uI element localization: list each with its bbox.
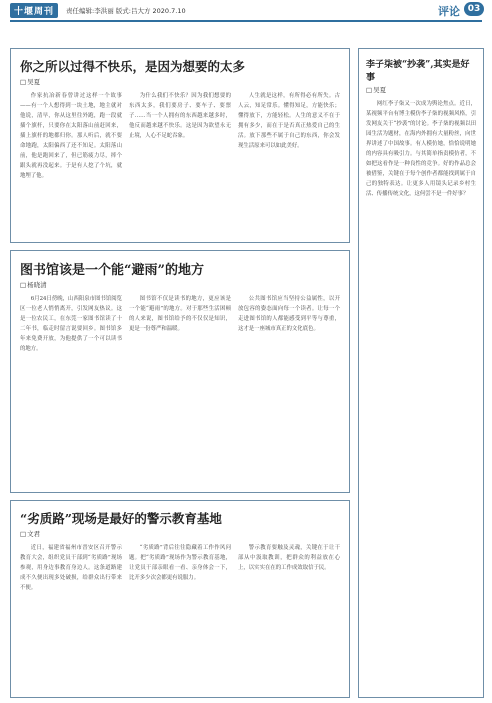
- article-column: 警示教育要触及灵魂，关键在于让干部从中汲取教训，把群众的利益放在心上，以实实在在的工作成效取信于民。: [238, 545, 340, 571]
- article-column: 人生就是这样，有所得必有所失。古人云，知足常乐。懂得知足，方能快乐；懂得放下，方能轻松。人生的意义不在于拥有多少，而在于是否真正热爱自己的生活。放下那些不属于自己的东西，你会发现生活原来可以如此美好。: [238, 93, 340, 149]
- article-byline: □ 吴夏: [20, 77, 340, 86]
- article-title: 你之所以过得不快乐，是因为想要的太多: [20, 59, 246, 74]
- article-byline: □ 吴夏: [366, 85, 476, 94]
- article-column: 公共图书馆应当坚持公益属性，以开放包容的姿态面向每一个读者。让每一个走进图书馆的人都能感受到平等与尊重，这才是一座城市真正的文化底色。: [238, 296, 340, 332]
- article-poor-road: [10, 500, 350, 698]
- article-library: [10, 250, 350, 493]
- masthead-logo: 十堰周刊: [10, 3, 58, 18]
- header-divider: [10, 20, 482, 22]
- article-column: 近日，福建省福州市晋安区召开警示教育大会，组织党员干部到“劣质路”现场参观，用身边事教育身边人。这条道路建成不久便出现多处破损，给群众出行带来不便。: [20, 545, 122, 591]
- article-body: [366, 99, 476, 698]
- article-byline: □ 杨晓清: [20, 280, 340, 289]
- article-title: 李子柒被“抄袭”,其实是好事: [366, 60, 470, 83]
- editor-line: 责任编辑:李洪丽 版式:吕大方 2020.7.10: [66, 7, 186, 15]
- article-column: 为什么我们不快乐？因为我们想要的东西太多，我们要房子、要车子、要票子……当一个人拥有的东西越来越多时，他反而越来越不快乐。这是因为欲望永无止境，人心不足蛇吞象。: [129, 93, 231, 139]
- article-column: 网红李子柒又一次成为舆论焦点。近日，某视频平台有博主模仿李子柒的视频风格，引发网友关于“抄袭”的讨论。李子柒的视频以田园生活为题材，在海内外拥有大量粉丝，向世界讲述了中国故事。有人模仿她，恰恰说明她的内容具有吸引力。与其简单指责模仿者，不如把这看作是一种良性的竞争。好的作品总会被借鉴，关键在于每个创作者都能找到属于自己的独特表达。让更多人用镜头记录乡村生活、传播传统文化，这何尝不是一件好事？: [366, 101, 476, 197]
- article-liziqi: [358, 48, 484, 698]
- article-title: “劣质路”现场是最好的警示教育基地: [20, 511, 222, 526]
- article-column: 6月24日傍晚，山西阳泉市图书馆阅览区一位老人悄悄离开，引发网友热议。这是一位农民工，在东莞一家图书馆读了十二年书，临走时留言说要回乡。图书馆多年来免费开放，为他提供了一个可以读书的地方。: [20, 296, 122, 352]
- article-title: 图书馆该是一个能“避雨”的地方: [20, 263, 204, 278]
- article-body: [20, 91, 340, 241]
- article-column: “劣质路”背后往往隐藏着工作作风问题。把“劣质路”现场作为警示教育基地，让党员干部亲眼看一看、亲身体会一下，比开多少次会都更有说服力。: [129, 545, 231, 581]
- masthead: [10, 4, 186, 17]
- article-column: 作家抗冶新春曾讲过这样一个故事——有一个人想得到一块土地，地主就对他说，清早，你从这里往外跑，跑一段就插个旗杆，只要你在太阳落山前赶回来，插上旗杆的地都归你。那人听后，就不要命地跑，太阳偏西了还不知足。太阳落山前，他是跑回来了，但已筋疲力尽，摔个跟头就再没起来。于是有人挖了个坑，就地埋了他。: [20, 93, 122, 179]
- article-byline: □ 文君: [20, 529, 340, 538]
- article-body: [20, 294, 340, 493]
- section-label: 评论: [438, 5, 460, 18]
- article-body: [20, 543, 340, 695]
- page-number-badge: 03: [464, 2, 484, 16]
- article-unhappy: [10, 48, 350, 243]
- article-column: 图书馆不仅是读书的地方，更应该是一个能“避雨”的地方。对于那些生活困顿的人来说，图书馆给予的不仅仅是知识，更是一份尊严和温暖。: [129, 296, 231, 332]
- page-header: [0, 0, 492, 20]
